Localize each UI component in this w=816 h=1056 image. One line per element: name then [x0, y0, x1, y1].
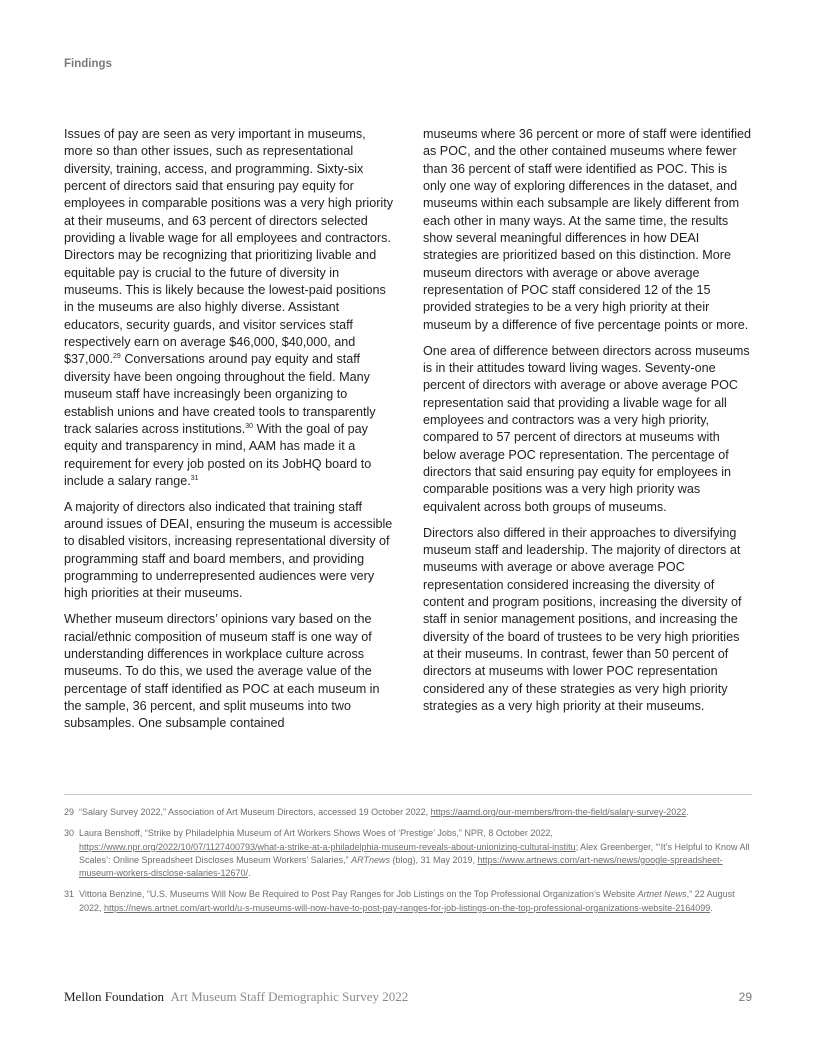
footnote-ref-29[interactable]: 29: [113, 353, 121, 361]
paragraph-diversifying-staff: Directors also differed in their approaches to diversifying museum staff and leadership. The majority of directors at museums with average or above average POC representation considered increasing the diversity of content and program positions, increasing the diversity of staff in senior management positions, and increasing the diversity of the board of trustees to be very high priorities at their museums. In contrast, fewer than 50 percent of directors at museums with lower POC representation considered any of these strategies as very high priority strategies as a very high priority at their museums.: [423, 525, 742, 713]
right-column: [423, 126, 753, 724]
brand-name: Mellon Foundation: [64, 989, 165, 1004]
footer-brand: [64, 989, 408, 1005]
footnote-ref-31[interactable]: 31: [190, 474, 199, 482]
page-footer: [64, 989, 752, 1007]
footnote-30: 30 Laura Benshoff, “Strike by Philadelphia Museum of Art Workers Shows Woes of ‘Prestige’ Jobs,” NPR, 8 October 2022, https://www.npr.org/2022/10/07/1127400793/what-a-strike-at-a-philadelphia-museum-reveals-about-unionizing-cultural-institu; Alex Greenberger, “‘It’s Helpful to Know All Scales’: Online Spreadsheet Discloses Museum Workers’ Salaries,” ARTnews (blog), 31 May 2019, https://www.artnews.com/art-news/news/google-spreadsheet-museum-workers-disclose-salaries-12670/.: [64, 828, 750, 879]
section-label: Findings: [64, 58, 112, 70]
footnote-link[interactable]: https://aamd.org/our-members/from-the-field/salary-survey-2022: [430, 807, 687, 817]
footnote-number: 31: [64, 889, 75, 900]
footnote-31: 31 Vittoria Benzine, “U.S. Museums Will Now Be Required to Post Pay Ranges for Job Listings on the Top Professional Organization’s Website Artnet News,” 22 August 2022, https://news.artnet.com/art-world/u-s-museums-will-now-have-to-post-pay-ranges-for-job-listings-on-the-top-professional-organizations-website-2164099.: [64, 889, 735, 913]
publication-title: Art Museum Staff Demographic Survey 2022: [170, 989, 409, 1004]
footnote-link[interactable]: https://news.artnet.com/art-world/u-s-museums-will-now-have-to-post-pay-ranges-for-job-listings-on-the-top-professional-organizations-website-2164099: [104, 902, 711, 913]
paragraph-racial-composition: Whether museum directors’ opinions vary based on the racial/ethnic composition of museum staff is one way of understanding differences in workplace culture across museums. To do this, we used the average value of the percentage of staff identified as POC at each museum in the sample, 36 percent, and split museums into two subsamples. One subsample contained: [64, 612, 380, 731]
footnote-link[interactable]: https://www.npr.org/2022/10/07/1127400793/what-a-strike-at-a-philadelphia-museum-reveals-about-unionizing-cultural-institu: [79, 841, 576, 852]
footnote-29: 29 “Salary Survey 2022,” Association of Art Museum Directors, accessed 19 October 2022, https://aamd.org/our-members/from-the-field/salary-survey-2022.: [64, 806, 752, 819]
footnote-link[interactable]: https://www.artnews.com/art-news/news/google-spreadsheet-museum-workers-disclose-salaries-12670/: [79, 854, 723, 879]
footnote-ref-30[interactable]: 30: [245, 422, 254, 430]
footnote-divider: [64, 794, 752, 795]
footnote-number: 30: [64, 828, 75, 839]
paragraph-subsamples: museums where 36 percent or more of staff were identified as POC, and the other contained museums where fewer than 36 percent of staff were identified as POC. This is only one way of exploring differences in the dataset, and museums within each subsample are likely different from each other in many ways. At the same time, the results show several meaningful differences in how DEAI strategies are prioritized based on this distinction. More museum directors with average or above average representation of POC staff considered 12 of the 15 provided strategies to be a very high priority at their museum by a difference of five percentage points or more.: [423, 127, 752, 332]
left-column: [64, 126, 394, 741]
paragraph-living-wages: One area of difference between directors across museums is in their attitudes toward living wages. Seventy-one percent of directors with average or above average POC representation said that providing a livable wage for all employees and contractors was a very high priority, compared to 57 percent of directors at museums with below average POC representation. The percentage of directors that said ensuring pay equity for employees in comparable positions was a very high priority was equivalent across both groups of museums.: [423, 343, 750, 514]
paragraph-deai-training: A majority of directors also indicated that training staff around issues of DEAI, ensuring the museum is accessible to disabled visitors, increasing representational diversity of programming staff and board members, and providing programming to underrepresented audiences were very high priorities at their museums.: [64, 499, 393, 601]
page-number: 29: [738, 990, 752, 1004]
footnotes: [64, 806, 752, 923]
footnote-number: 29: [64, 807, 75, 817]
paragraph-pay-issues: Issues of pay are seen as very important in museums, more so than other issues, such as representational diversity, training, access, and programming. Sixty-six percent of directors said that ensuring pay equity for employees in comparable positions was a very high priority at their museums, and 63 percent of directors selected providing a livable wage for all employees and contractors. Directors may be recognizing that prioritizing livable and equitable pay is crucial to the future of diversity in museums. This is likely because the lowest-paid positions in the museums are also highly diverse. Assistant educators, security guards, and visitor services staff respectively earn on average $46,000, $40,000, and $37,000.29 Conversations around pay equity and staff diversity have been ongoing throughout the field. Many museum staff have increasingly been organizing to establish unions and have created tools to transparently track salaries across institutions.$^{30}$ With the goal of pay equity and transparency in mind, AAM has made it a requirement for every job posted on its JobHQ board to include a salary range.$^{31}$: [64, 127, 393, 488]
